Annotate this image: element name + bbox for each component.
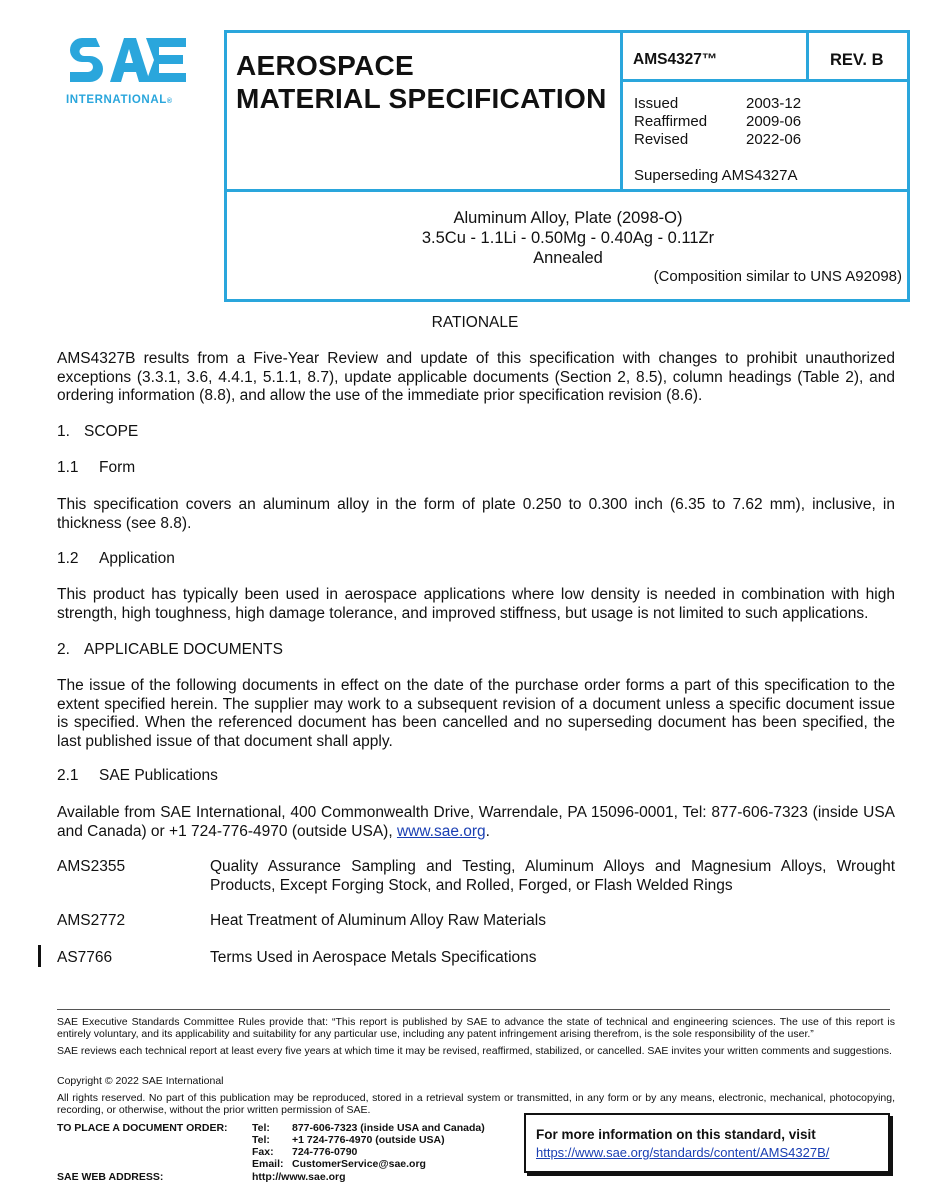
- contact-label: Tel:: [252, 1134, 270, 1146]
- web-address: http://www.sae.org: [252, 1171, 346, 1183]
- contact-value: 877-606-7323 (inside USA and Canada): [292, 1122, 485, 1134]
- document-code: AMS2772: [57, 912, 126, 929]
- footer-rights: All rights reserved. No part of this publication may be reproduced, stored in a retrieval system or transmitted, in any form or by any means, electronic, mechanical, photocopying, recording, or otherwise, without the prior written permission of SAE.: [57, 1092, 895, 1116]
- section-application-text: This product has typically been used in aerospace applications where low density is needed in combination with high strength, high toughness, high damage tolerance, and improved stiffness, but usage is not limited to such applications.: [57, 586, 895, 622]
- composition-note: (Composition similar to UNS A92098): [653, 268, 902, 285]
- web-label: SAE WEB ADDRESS:: [57, 1171, 164, 1183]
- contact-label: Email:: [252, 1158, 284, 1170]
- document-code: AMS2355: [57, 858, 126, 875]
- section-applicable-docs-heading: [57, 641, 283, 659]
- date-label: Issued: [634, 95, 679, 112]
- header-divider-horizontal: [224, 189, 910, 192]
- rationale-text: AMS4327B results from a Five-Year Review and update of this specification with changes to prohibit unauthorized exceptions (3.3.1, 3.6, 4.4.1, 5.1.1, 8.7), update applicable documents (Section 2, 8.5), column headings (Table 2), and ordering information (8.8), and allow the use of the immediate prior specification revision (8.6).: [57, 350, 895, 404]
- document-title: Quality Assurance Sampling and Testing, Aluminum Alloys and Magnesium Alloys, Wrought Products, Except Forging Stock, and Rolled, Forged, or Flash Welded Rings: [210, 858, 895, 894]
- info-link[interactable]: https://www.sae.org/standards/content/AMS4327B/: [536, 1145, 830, 1160]
- sae-website-link[interactable]: www.sae.org: [396, 822, 486, 840]
- superseding-note: Superseding AMS4327A: [634, 167, 798, 184]
- document-title: Heat Treatment of Aluminum Alloy Raw Materials: [210, 912, 546, 929]
- sae-pubs-text: Available from SAE International, 400 Commonwealth Drive, Warrendale, PA 15096-0001, Tel: 877-606-7323 (inside USA and Canada) or +1 724-776-4970 (outside USA),: [57, 804, 895, 840]
- material-title: Aluminum Alloy, Plate (2098-O): [453, 209, 683, 227]
- footer-copyright: Copyright © 2022 SAE International: [57, 1075, 224, 1087]
- section-applicable-docs-text: The issue of the following documents in effect on the date of the purchase order forms a part of this specification to the extent specified herein. The supplier may work to a subsequent revision of a document unless a specific document issue is specified. When the referenced document has been cancelled and no superseding document has been specified, the last published issue of that document shall apply.: [57, 677, 895, 750]
- section-form-text: This specification covers an aluminum alloy in the form of plate 0.250 to 0.300 inch (6.35 to 7.62 mm), inclusive, in thickness (see 8.8).: [57, 496, 895, 532]
- section-number: 1.1: [57, 459, 79, 476]
- section-title: SAE Publications: [99, 767, 218, 784]
- section-title: APPLICABLE DOCUMENTS: [84, 641, 283, 658]
- section-number: 1.: [57, 423, 70, 440]
- section-title: Form: [99, 459, 136, 476]
- sae-logo: [66, 34, 196, 114]
- spec-number: AMS4327™: [633, 51, 718, 68]
- order-label: TO PLACE A DOCUMENT ORDER:: [57, 1122, 228, 1134]
- document-title: Terms Used in Aerospace Metals Specifications: [210, 949, 537, 966]
- revision: REV. B: [830, 51, 884, 69]
- contact-value: CustomerService@sae.org: [292, 1158, 426, 1170]
- date-value: 2009-06: [746, 113, 802, 130]
- sae-pubs-period: .: [485, 822, 490, 840]
- section-form-heading: [57, 459, 135, 477]
- change-bar: [38, 945, 41, 967]
- logo-subtext: INTERNATIONAL: [66, 94, 167, 106]
- doc-type-line2: MATERIAL SPECIFICATION: [236, 83, 607, 114]
- section-number: 1.2: [57, 550, 79, 567]
- date-value: 2022-06: [746, 131, 802, 148]
- section-application-heading: [57, 550, 175, 568]
- material-temper: Annealed: [533, 249, 603, 267]
- date-value: 2003-12: [746, 95, 802, 112]
- footer-review: SAE reviews each technical report at least every five years at which time it may be revised, reaffirmed, stabilized, or cancelled. SAE invites your written comments and suggestions.: [57, 1045, 892, 1057]
- document-code: AS7766: [57, 949, 113, 966]
- section-scope-heading: [57, 423, 138, 441]
- date-label: Revised: [634, 131, 689, 148]
- section-sae-pubs-text: [57, 804, 895, 841]
- section-number: 2.1: [57, 767, 79, 784]
- header-divider-vertical: [620, 30, 623, 191]
- contact-value: 724-776-0790: [292, 1146, 358, 1158]
- spec-row-divider: [620, 79, 910, 82]
- date-label: Reaffirmed: [634, 113, 708, 130]
- doc-type-line1: AEROSPACE: [236, 50, 414, 81]
- section-number: 2.: [57, 641, 70, 658]
- info-box: [524, 1113, 890, 1173]
- section-sae-pubs-heading: [57, 767, 218, 785]
- info-title: For more information on this standard, visit: [536, 1127, 816, 1142]
- contact-label: Tel:: [252, 1122, 270, 1134]
- contact-value: +1 724-776-4970 (outside USA): [292, 1134, 445, 1146]
- rationale-heading: RATIONALE: [431, 314, 519, 331]
- registered-mark: ®: [166, 98, 173, 105]
- contact-label: Fax:: [252, 1146, 274, 1158]
- footer-rules: SAE Executive Standards Committee Rules provide that: “This report is published by SAE to advance the state of technical and engineering sciences. The use of this report is entirely voluntary, and its applicability and suitability for any particular use, including any patent infringement arising therefrom, is the sole responsibility of the user.”: [57, 1016, 895, 1040]
- section-title: SCOPE: [84, 423, 139, 440]
- footer-divider: [57, 1009, 890, 1010]
- material-composition: 3.5Cu - 1.1Li - 0.50Mg - 0.40Ag - 0.11Zr: [421, 229, 715, 247]
- rev-divider: [806, 30, 809, 81]
- section-title: Application: [99, 550, 175, 567]
